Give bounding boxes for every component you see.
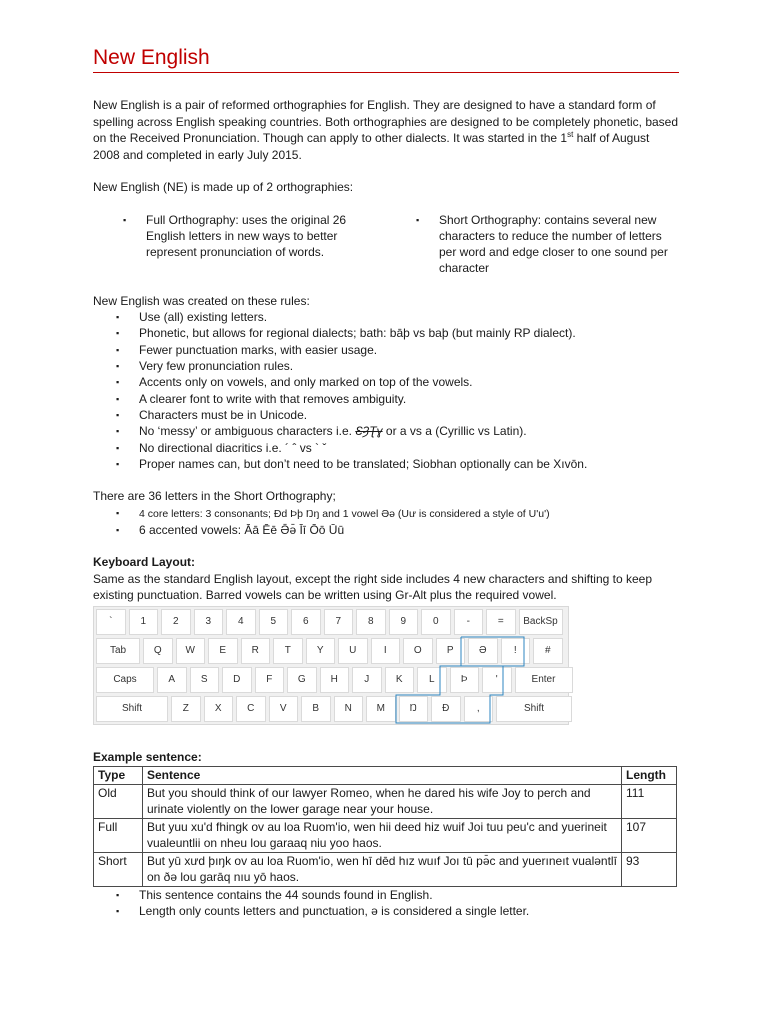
key: W [176, 638, 206, 664]
example-notes [93, 887, 679, 920]
key: H [320, 667, 350, 693]
note-item: ▪ Length only counts letters and punctuation, ə is considered a single letter. [93, 903, 679, 919]
ordinal-suffix: st [567, 130, 574, 139]
key: # [533, 638, 563, 664]
key: 2 [161, 609, 191, 635]
key: Z [171, 696, 201, 722]
cell-sentence: But you should think of our lawyer Romeo, when he dared his wife Joy to perch and urinate violently on the lower garage near your house. [143, 784, 622, 818]
key-caps: Caps [96, 667, 154, 693]
intro-paragraph [93, 97, 679, 163]
cell-length: 93 [622, 852, 677, 886]
example-heading: Example sentence: [93, 749, 202, 764]
table-header-row [94, 767, 677, 785]
cell-sentence: But yuu xu'd fhingk ov au loa Ruom'io, wen hii deed hiz wuif Joi tuu peu'c and yuerineit vualeuntlii on nheu lou garaaq niu yoo haos. [143, 818, 622, 852]
letters-intro: There are 36 letters in the Short Orthography; [93, 489, 336, 504]
key: 9 [389, 609, 419, 635]
key: = [486, 609, 516, 635]
key: C [236, 696, 266, 722]
key: R [241, 638, 271, 664]
key: M [366, 696, 396, 722]
key: D [222, 667, 252, 693]
full-orthography-item: ▪ Full Orthography: uses the original 26 English letters in new ways to better represent pronunciation of words. [93, 212, 386, 261]
key: K [385, 667, 415, 693]
rule-item: ▪ Accents only on vowels, and only marked on top of the vowels. [93, 374, 679, 390]
rule-item: ▪ Characters must be in Unicode. [93, 407, 679, 423]
key: T [273, 638, 303, 664]
key-shift-right: Shift [496, 696, 572, 722]
key: 4 [226, 609, 256, 635]
key-backspace: BackSp [519, 609, 563, 635]
rules-intro: New English was created on these rules: [93, 293, 310, 308]
key: U [338, 638, 368, 664]
key: 7 [324, 609, 354, 635]
example-table [93, 766, 677, 887]
table-row [94, 784, 677, 818]
accented-vowels-item: ▪ 6 accented vowels: Āā Ēē Ə̄ə̄ Īī Ōō Ūū [93, 522, 679, 538]
rule-item: ▪ Fewer punctuation marks, with easier usage. [93, 342, 679, 358]
rule-messy-text-end: or a vs a (Cyrillic vs Latin). [382, 424, 527, 439]
title-divider [93, 72, 679, 73]
rule-item-messy [93, 423, 679, 439]
key: 8 [356, 609, 386, 635]
key: I [371, 638, 401, 664]
keyboard-layout [93, 606, 569, 725]
key: Y [306, 638, 336, 664]
key: 0 [421, 609, 451, 635]
rule-item: ▪ Very few pronunciation rules. [93, 358, 679, 374]
key-enter: Enter [515, 667, 573, 693]
rule-item: ▪ A clearer font to write with that removes ambiguity. [93, 391, 679, 407]
key: ' [482, 667, 512, 693]
rule-item: ▪ Phonetic, but allows for regional dialects; bath: bāþ vs baþ (but mainly RP dialect). [93, 325, 679, 341]
cell-length: 107 [622, 818, 677, 852]
header-type: Type [94, 767, 143, 785]
key-new-character: Ə [468, 638, 498, 664]
core-letters-note: (Uư is considered a style of U'u') [397, 507, 550, 520]
core-letters-text: 4 core letters: 3 consonants; Ðd Þþ Ŋŋ and 1 vowel Əə [139, 507, 398, 520]
keyboard-heading: Keyboard Layout: [93, 555, 196, 570]
key-new-character: ! [501, 638, 531, 664]
cell-length: 111 [622, 784, 677, 818]
header-sentence: Sentence [143, 767, 622, 785]
key: E [208, 638, 238, 664]
keyboard-description: Same as the standard English layout, except the right side includes 4 new characters and shifting to keep existing punctuation. Barred vowels can be written using Gr-Alt plus the required vowel. [93, 571, 652, 603]
key: J [352, 667, 382, 693]
key: S [190, 667, 220, 693]
header-length: Length [622, 767, 677, 785]
key: O [403, 638, 433, 664]
key: , [464, 696, 494, 722]
key: A [157, 667, 187, 693]
key: N [334, 696, 364, 722]
document-page [93, 44, 679, 919]
key-shift-left: Shift [96, 696, 168, 722]
key: - [454, 609, 484, 635]
key-tab: Tab [96, 638, 140, 664]
key: 3 [194, 609, 224, 635]
key-new-character: Þ [450, 667, 480, 693]
letters-list [93, 505, 679, 539]
cell-sentence: But yū xưd þıŋk ov au loa Ruom'io, wen hī dēd hız wuıf Joı tū pə̄c and yuerıneıt vualəntlī on ðə lou garāq nıu yō haos. [143, 852, 622, 886]
key-new-character: Ð [431, 696, 461, 722]
rule-messy-text: No ‘messy’ or ambiguous characters i.e. [139, 424, 356, 439]
cell-type: Short [94, 852, 143, 886]
key: X [204, 696, 234, 722]
key: V [269, 696, 299, 722]
rule-item: ▪ Proper names can, but don’t need to be translated; Siobhan optionally can be Xıvōn. [93, 456, 679, 472]
key: 1 [129, 609, 159, 635]
rules-list [93, 309, 679, 472]
core-letters-item [93, 505, 679, 522]
rule-item: ▪ Use (all) existing letters. [93, 309, 679, 325]
key: Q [143, 638, 173, 664]
intro-text: New English is a pair of reformed orthographies for English. They are designed to have a standard form of spelling across English speaking countries. Both orthographies are designed to be completely phonetic, based on the Received Pronunciation. Though can apply to other dialects. It was started in the 1 [93, 98, 679, 145]
struck-characters: ƐȜƮɣ [355, 424, 383, 439]
key: 6 [291, 609, 321, 635]
key: F [255, 667, 285, 693]
table-row [94, 818, 677, 852]
key: B [301, 696, 331, 722]
intro-text-end: half of August 2008 and completed in early July 2015. [93, 131, 650, 162]
key: P [436, 638, 466, 664]
cell-type: Full [94, 818, 143, 852]
orthographies-intro: New English (NE) is made up of 2 orthographies: [93, 180, 354, 194]
document-title: New English [93, 46, 210, 69]
key: ` [96, 609, 126, 635]
key: L [417, 667, 447, 693]
note-item: ▪ This sentence contains the 44 sounds found in English. [93, 887, 679, 903]
cell-type: Old [94, 784, 143, 818]
key-new-character: Ŋ [399, 696, 429, 722]
short-orthography-item: ▪ Short Orthography: contains several new characters to reduce the number of letters per word and edge closer to one sound per character [386, 212, 679, 277]
key: 5 [259, 609, 289, 635]
key: G [287, 667, 317, 693]
orthographies-columns [93, 212, 679, 277]
rule-item: ▪ No directional diacritics i.e. ´ ˆ vs ` ˇ [93, 440, 679, 456]
table-row [94, 852, 677, 886]
